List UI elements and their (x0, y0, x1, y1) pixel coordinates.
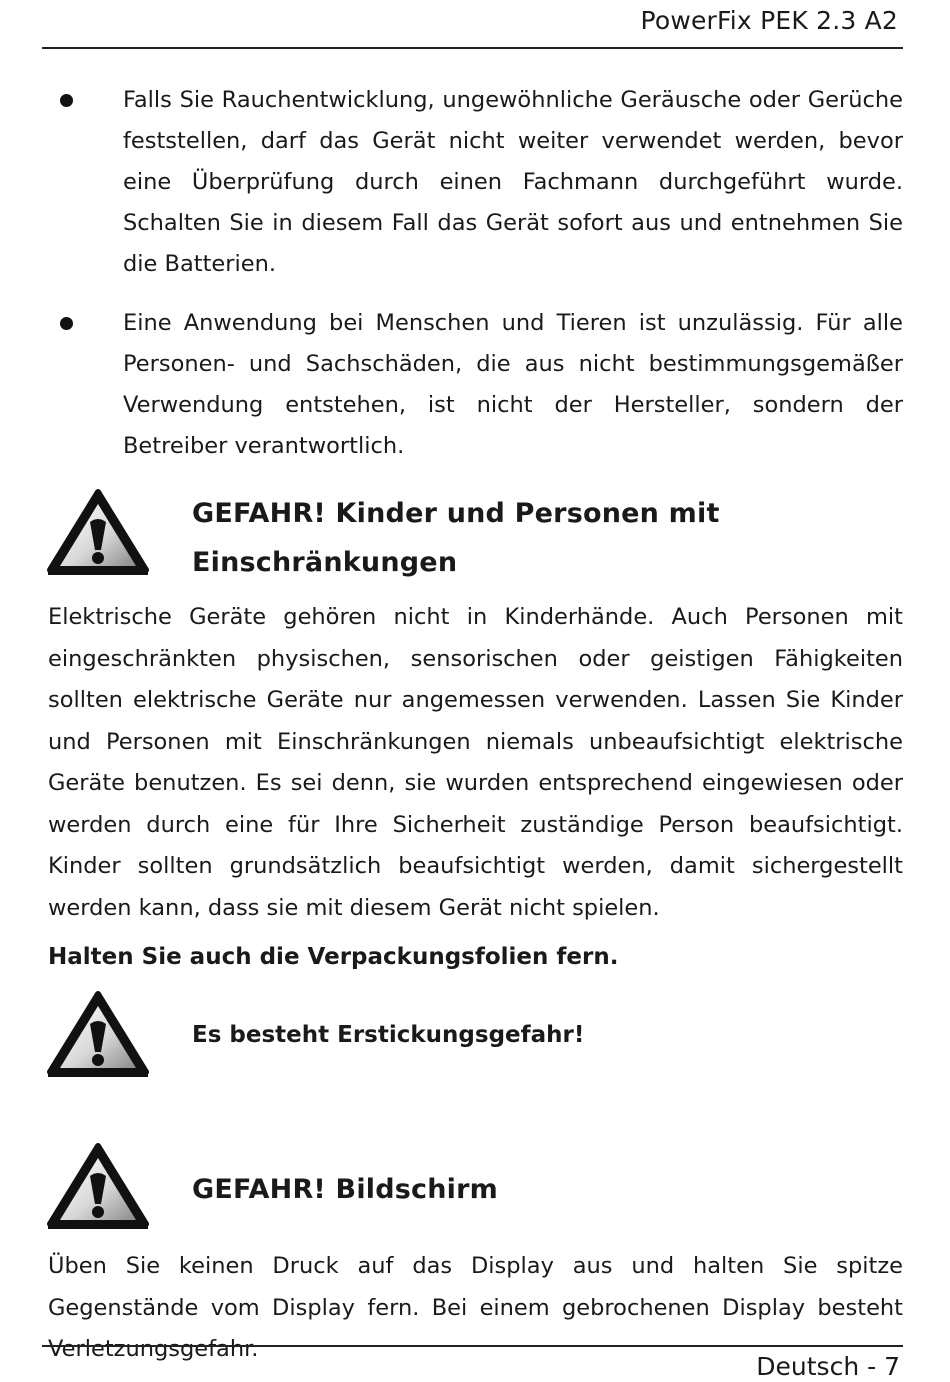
footer-rule (42, 1345, 903, 1347)
section-heading-continued: Einschränkungen (192, 547, 458, 578)
list-item (48, 303, 903, 467)
list-item (48, 80, 903, 285)
bullet-text: Falls Sie Rauchentwicklung, ungewöhnliche Geräusche oder Gerüche feststellen, darf das Gerät nicht weiter verwendet werden, bevor eine Überprüfung durch einen Fachmann durchgeführt wurde. Schalten Sie in diesem Fall das Gerät sofort aus und entnehmen Sie die Batterien. (123, 87, 903, 277)
warning-triangle-icon (46, 990, 150, 1078)
bullet-text: Eine Anwendung bei Menschen und Tieren ist unzulässig. Für alle Personen- und Sachschäden, die aus nicht bestimmungsgemäßer Verwendung entstehen, ist nicht der Hersteller, sondern der Betreiber verantwortlich. (123, 310, 903, 459)
bullet-icon (60, 94, 73, 107)
section-paragraph: Elektrische Geräte gehören nicht in Kinderhände. Auch Personen mit eingeschränkten physischen, sensorischen oder geistigen Fähigkeiten sollten elektrische Geräte nur angemessen verwenden. Lassen Sie Kinder und Personen mit Einschränkungen niemals unbeaufsichtigt elektrische Geräte benutzen. Es sei denn, sie wurden entsprechend eingewiesen oder werden durch eine für Ihre Sicherheit zuständige Person beaufsichtigt. Kinder sollten grundsätzlich beaufsichtigt werden, damit sichergestellt werden kann, dass sie mit diesem Gerät nicht spielen. (48, 604, 903, 921)
warning-triangle-icon (46, 488, 150, 576)
section-heading: GEFAHR! Kinder und Personen mit (192, 498, 720, 529)
warning-triangle-icon (46, 1142, 150, 1230)
header-rule (42, 47, 903, 49)
page-footer: Deutsch - 7 (756, 1352, 900, 1381)
header-title: PowerFix PEK 2.3 A2 (640, 6, 898, 35)
bullet-icon (60, 317, 73, 330)
packaging-warning: Halten Sie auch die Verpackungsfolien fern. (48, 944, 619, 970)
section-paragraph: Üben Sie keinen Druck auf das Display aus und halten Sie spitze Gegenstände vom Display fern. Bei einem gebrochenen Display besteht Verletzungsgefahr. (48, 1253, 903, 1362)
section-heading: GEFAHR! Bildschirm (192, 1174, 498, 1205)
bullet-list (48, 80, 903, 485)
choking-warning: Es besteht Erstickungsgefahr! (192, 1022, 585, 1048)
